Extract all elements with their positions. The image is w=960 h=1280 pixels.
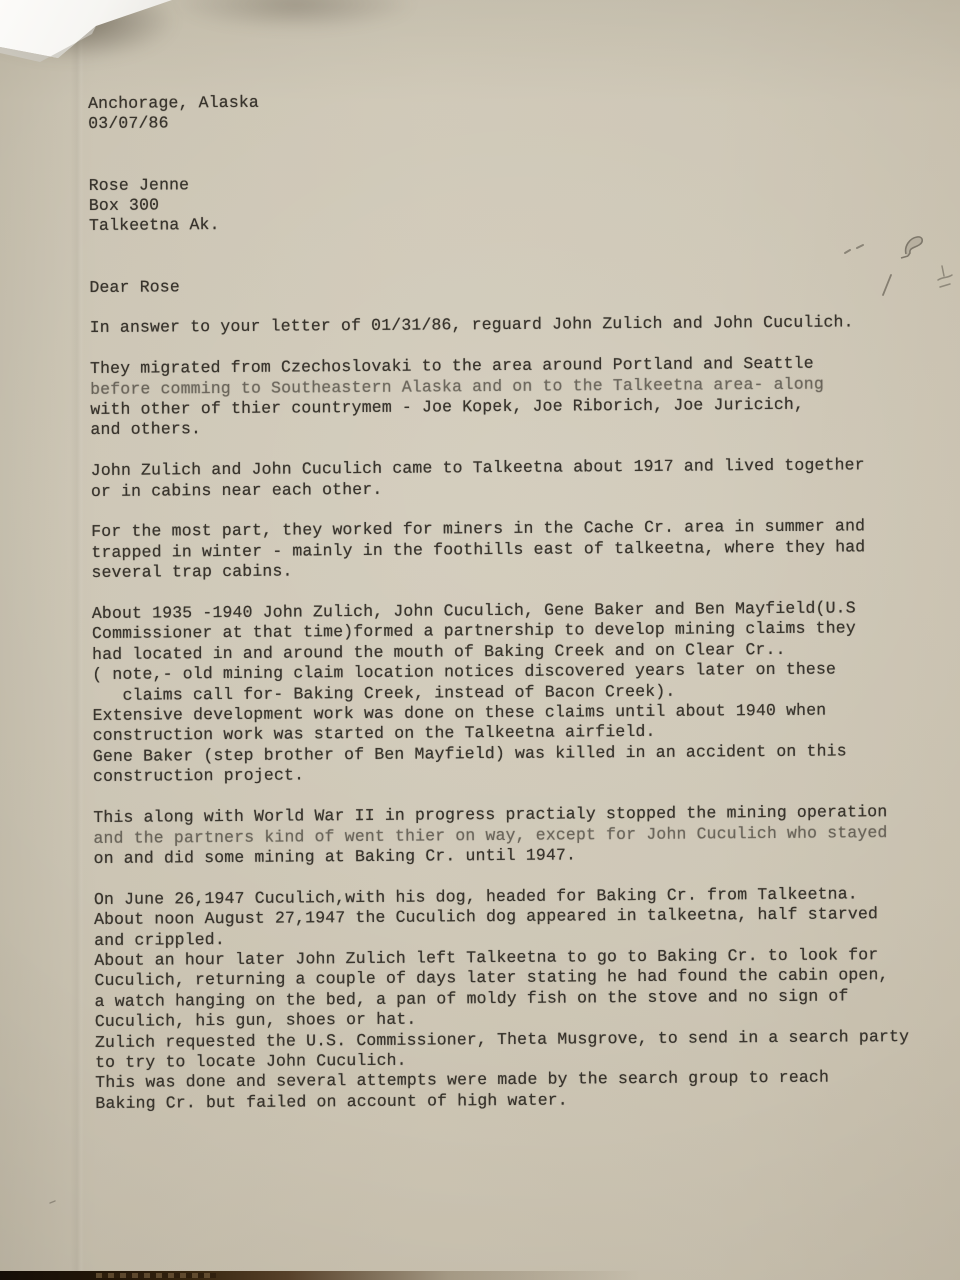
letter-line: Extensive development work was done on these claims until about 1940 when (92, 700, 827, 726)
letter-line: 03/07/86 (88, 113, 169, 134)
paragraph-3 (91, 455, 951, 502)
letter-line: They migrated from Czechoslovaki to the area around Portland and Seattle (89, 353, 814, 379)
pencil-mark (934, 262, 958, 292)
letter-line: construction project. (92, 765, 305, 787)
pencil-mark (48, 1198, 58, 1206)
paper-crease (70, 0, 84, 1280)
letter-line: About an hour later John Zulich left Talkeetna to go to Baking Cr. to look for (94, 945, 879, 970)
letter-line: and the partners kind of went thier on way, except for John Cuculich who stayed (93, 822, 888, 848)
letter-line: Rose Jenne (88, 174, 190, 195)
letter-line: with other of thier countrymem - Joe Kopek, Joe Riborich, Joe Juricich, (90, 394, 805, 420)
top-edge-shadow (165, 0, 455, 46)
letter-line: Gene Baker (step brother of Ben Mayfield) was killed in an accident on this (92, 741, 847, 766)
letter-line: before comming to Southeastern Alaska and on to the Talkeetna area- along (90, 374, 824, 399)
paragraph-2 (90, 353, 951, 441)
letter-line: and others. (90, 419, 202, 440)
letter-line: John Zulich and John Cuculich came to Talkeetna about 1917 and lived together (90, 455, 865, 481)
paragraph-1 (90, 312, 950, 339)
letter-line: About 1935 -1940 John Zulich, John Cuculich, Gene Baker and Ben Mayfield(U.S (91, 598, 856, 624)
letter-line: Talkeetna Ak. (88, 215, 220, 236)
desk-edge-highlight (96, 1273, 216, 1278)
paragraph-7 (94, 883, 956, 1114)
letter-line: Baking Cr. but failed on account of high water. (95, 1090, 568, 1113)
letter-body (88, 88, 955, 1114)
letter-line: had located in and around the mouth of Baking Creek and on Clear Cr.. (92, 639, 786, 664)
letter-line: Dear Rose (89, 276, 180, 297)
letter-line: on and did some mining at Baking Cr. until 1947. (93, 845, 577, 868)
letter-line: several trap cabins. (91, 561, 293, 583)
letter-line: Zulich requested the U.S. Commissioner, Theta Musgrove, to send in a search party (94, 1026, 910, 1052)
letter-line: Cuculich, returning a couple of days later stating he had found the cabin open, (94, 965, 889, 991)
pencil-mark (896, 230, 930, 264)
letter-line: ( note,- old mining claim location notices discovered years later on these (92, 659, 837, 685)
letter-line: claims call for- Baking Creek, instead of Bacon Creek). (92, 681, 676, 705)
letter-line: trapped in winter - mainly in the foothills east of talkeetna, where they had (91, 537, 866, 562)
pencil-mark (878, 272, 896, 298)
letter-line: to try to locate John Cuculich. (95, 1050, 407, 1072)
letter-line: Cuculich, his gun, shoes or hat. (94, 1009, 417, 1032)
paragraph-4 (91, 516, 951, 584)
letter-line: For the most part, they worked for miners in the Cache Cr. area in summer and (91, 516, 866, 542)
heading (88, 88, 948, 135)
pencil-mark (843, 242, 869, 258)
letter-line: and crippled. (94, 929, 225, 950)
letter-line: On June 26,1947 Cuculich,with his dog, headed for Baking Cr. from Talkeetna. (93, 884, 858, 909)
letter-line: a watch hanging on the bed, a pan of moldy fish on the stove and no sign of (94, 986, 849, 1011)
recipient-address (89, 169, 949, 237)
letter-line: or in cabins near each other. (90, 479, 383, 501)
letter-line: Anchorage, Alaska (88, 92, 260, 113)
paragraph-5 (92, 598, 953, 788)
letter-line: In answer to your letter of 01/31/86, reguard John Zulich and John Cuculich. (89, 312, 854, 338)
letter-line: Box 300 (88, 195, 160, 216)
letter-line: About noon August 27,1947 the Cuculich dog appeared in talkeetna, half starved (93, 904, 879, 930)
letter-line: construction work was started on the Talkeetna airfield. (92, 722, 656, 746)
paragraph-6 (93, 802, 953, 870)
letter-line: This along with World War II in progress practialy stopped the mining operation (93, 802, 888, 828)
letter-line: This was done and several attempts were made by the search group to reach (95, 1067, 830, 1093)
salutation (89, 271, 949, 298)
letter-line: Commissioner at that time)formed a partnership to develop mining claims they (91, 618, 856, 644)
